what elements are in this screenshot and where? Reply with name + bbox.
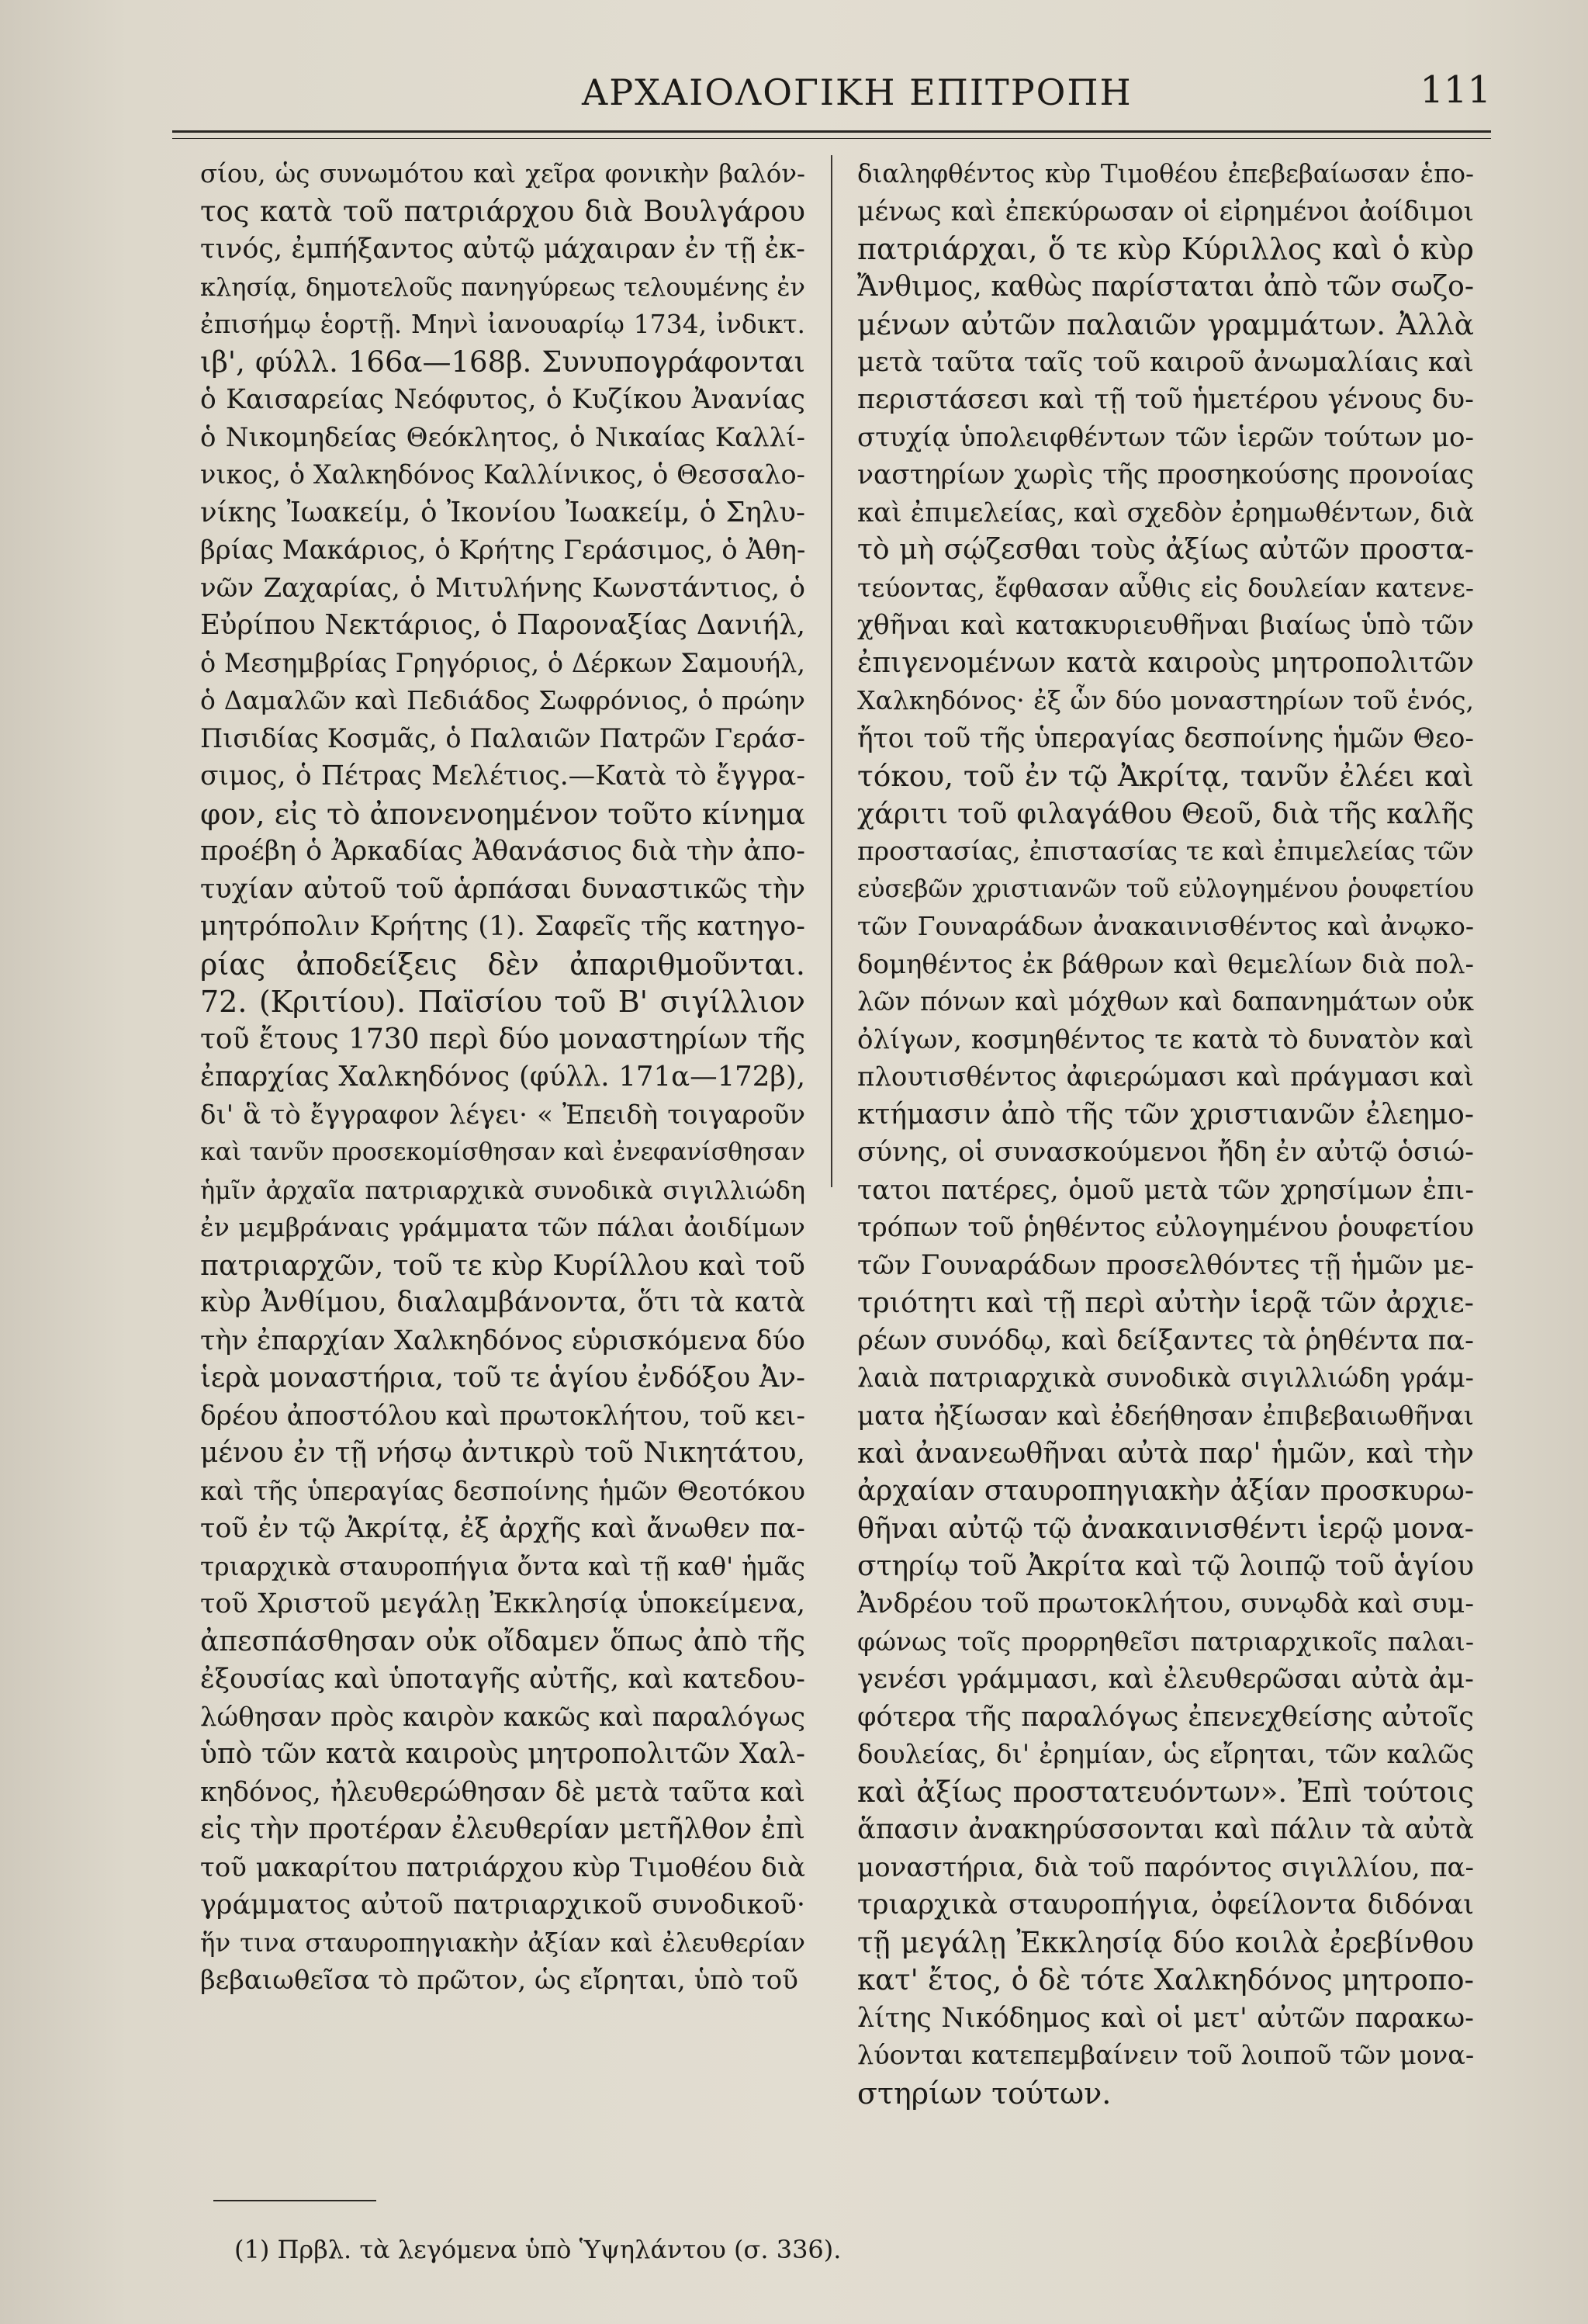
text-line: τριαρχικὰ σταυροπήγια, ὀφείλοντα διδόναι — [857, 1889, 1474, 1921]
text-line: νίκης Ἰωακείμ, ὁ Ἰκονίου Ἰωακείμ, ὁ Σηλυ- — [200, 496, 805, 528]
text-line: τῶν Γουναράδων ἀνακαινισθέντος καὶ ἀνῳκο- — [857, 911, 1474, 941]
text-line: ρίας ἀποδείξεις δὲν ἀπαριθμοῦνται. — [200, 947, 805, 982]
text-line: ἀρχαίαν σταυροπηγιακὴν ἀξίαν προσκυρω- — [857, 1474, 1474, 1507]
text-line: στηρίῳ τοῦ Ἀκρίτα καὶ τῷ λοιπῷ τοῦ ἁγίου — [857, 1550, 1474, 1582]
text-line: Ἀνδρέου τοῦ πρωτοκλήτου, συνῳδὰ καὶ συμ- — [857, 1588, 1474, 1619]
text-line: ἅπασιν ἀνακηρύσσονται καὶ πάλιν τὰ αὐτὰ — [857, 1813, 1474, 1845]
text-line: εἰς τὴν προτέραν ἐλευθερίαν μετῆλθον ἐπὶ — [200, 1813, 805, 1845]
text-line: τριότητι καὶ τῇ περὶ αὐτὴν ἱερᾷ τῶν ἀρχιε- — [857, 1286, 1474, 1319]
text-line: τὸ μὴ σῴζεσθαι τοὺς ἀξίως αὐτῶν προστα- — [857, 534, 1474, 566]
text-line: φώνως τοῖς προρρηθεῖσι πατριαρχικοῖς παλαι- — [857, 1626, 1474, 1657]
text-line: ἐπισήμῳ ἑορτῇ. Μηνὶ ἰανουαρίῳ 1734, ἰνδικτ. — [200, 309, 805, 339]
running-head — [0, 68, 1588, 126]
text-line: κλησίᾳ, δημοτελοῦς πανηγύρεως τελουμένης ἐν — [200, 272, 805, 302]
text-line: λώθησαν πρὸς καιρὸν κακῶς καὶ παραλόγως — [200, 1701, 805, 1733]
text-line: τεύοντας, ἔφθασαν αὖθις εἰς δουλείαν κατενε- — [857, 572, 1474, 603]
text-line: ἤτοι τοῦ τῆς ὑπεραγίας δεσποίνης ἡμῶν Θεο- — [857, 722, 1474, 754]
text-line: καὶ τῆς ὑπεραγίας δεσποίνης ἡμῶν Θεοτόκου — [200, 1475, 805, 1506]
column-divider — [831, 155, 832, 1187]
text-line: τοῦ ἐν τῷ Ἀκρίτᾳ, ἐξ ἀρχῆς καὶ ἄνωθεν πα- — [200, 1513, 805, 1544]
text-line: ἱερὰ μοναστήρια, τοῦ τε ἁγίου ἐνδόξου Ἀν- — [200, 1362, 805, 1394]
text-line: δρέου ἀποστόλου καὶ πρωτοκλήτου, τοῦ κει- — [200, 1400, 805, 1432]
text-line: λῶν πόνων καὶ μόχθων καὶ δαπανημάτων οὐκ — [857, 986, 1474, 1017]
text-line: κατ' ἔτος, ὁ δὲ τότε Χαλκηδόνος μητροπο- — [857, 1963, 1474, 1997]
text-line: πατριάρχαι, ὅ τε κὺρ Κύριλλος καὶ ὁ κὺρ — [857, 232, 1474, 266]
text-line: δι' ἃ τὸ ἔγγραφον λέγει· « Ἐπειδὴ τοιγαροῦν — [200, 1099, 805, 1131]
running-title: ΑΡΧΑΙΟΛΟΓΙΚΗ ΕΠΙΤΡΟΠΗ — [582, 71, 1133, 113]
text-line: πλουτισθέντος ἀφιερώμασι καὶ πράγμασι καὶ — [857, 1062, 1474, 1093]
text-line: ὑπὸ τῶν κατὰ καιροὺς μητροπολιτῶν Χαλ- — [200, 1738, 805, 1770]
footnote: (1) Πρβλ. τὰ λεγόμενα ὑπὸ Ὑψηλάντου (σ. 336). — [234, 2235, 842, 2264]
text-line: προστασίας, ἐπιστασίας τε καὶ ἐπιμελείας τῶν — [857, 836, 1474, 866]
text-line: πατριαρχῶν, τοῦ τε κὺρ Κυρίλλου καὶ τοῦ — [200, 1248, 805, 1282]
text-line: μητρόπολιν Κρήτης (1). Σαφεῖς τῆς κατηγο- — [200, 911, 805, 942]
text-line: τατοι πατέρες, ὁμοῦ μετὰ τῶν χρησίμων ἐπι- — [857, 1174, 1474, 1206]
text-line: σύνης, οἱ συνασκούμενοι ἤδη ἐν αὐτῷ ὁσιώ- — [857, 1137, 1474, 1168]
text-line: ὁ Καισαρείας Νεόφυτος, ὁ Κυζίκου Ἀνανίας — [200, 384, 805, 415]
text-line: τῇ μεγάλῃ Ἐκκλησίᾳ δύο κοιλὰ ἐρεβίνθου — [857, 1925, 1474, 1959]
text-line: καὶ ἀνανεωθῆναι αὐτὰ παρ' ἡμῶν, καὶ τὴν — [857, 1436, 1474, 1470]
text-line: νῶν Ζαχαρίας, ὁ Μιτυλήνης Κωνστάντιος, ὁ — [200, 572, 805, 604]
text-line: καὶ ἐπιμελείας, καὶ σχεδὸν ἐρημωθέντων, διὰ — [857, 497, 1474, 528]
text-line: τινός, ἐμπήξαντος αὐτῷ μάχαιραν ἐν τῇ ἐκ- — [200, 234, 805, 265]
text-line: κὺρ Ἀνθίμου, διαλαμβάνοντα, ὅτι τὰ κατὰ — [200, 1287, 805, 1318]
text-line: κηδόνος, ἠλευθερώθησαν δὲ μετὰ ταῦτα καὶ — [200, 1776, 805, 1808]
text-line: περιστάσεσι καὶ τῇ τοῦ ἡμετέρου γένους δυ- — [857, 384, 1474, 415]
text-line: τῶν Γουναράδων προσελθόντες τῇ ἡμῶν με- — [857, 1249, 1474, 1281]
text-line: ἀπεσπάσθησαν οὐκ οἴδαμεν ὅπως ἀπὸ τῆς — [200, 1625, 805, 1657]
text-line: ὁ Νικομηδείας Θεόκλητος, ὁ Νικαίας Καλλί- — [200, 421, 805, 453]
text-line: χθῆναι καὶ κατακυριευθῆναι βιαίως ὑπὸ τῶν — [857, 610, 1474, 641]
page-number: 111 — [1420, 68, 1491, 112]
text-line: ἐν μεμβράναις γράμματα τῶν πάλαι ἀοιδίμων — [200, 1212, 805, 1242]
text-line: ὁ Μεσημβρίας Γρηγόριος, ὁ Δέρκων Σαμουήλ, — [200, 647, 805, 678]
text-line: Εὐρίπου Νεκτάριος, ὁ Παροναξίας Δανιήλ, — [200, 609, 805, 641]
text-line: ναστηρίων χωρὶς τῆς προσηκούσης προνοίας — [857, 459, 1474, 490]
text-line: ὀλίγων, κοσμηθέντος τε κατὰ τὸ δυνατὸν καὶ — [857, 1023, 1474, 1055]
text-line: εὐσεβῶν χριστιανῶν τοῦ εὐλογημένου ῥουφετίου — [857, 875, 1474, 903]
text-line: ἐπιγενομένων κατὰ καιροὺς μητροπολιτῶν — [857, 646, 1474, 679]
text-line: τοῦ ἔτους 1730 περὶ δύο μοναστηρίων τῆς — [200, 1023, 805, 1055]
text-line: ματα ἠξίωσαν καὶ ἐδεήθησαν ἐπιβεβαιωθῆναι — [857, 1400, 1474, 1432]
text-line: κτήμασιν ἀπὸ τῆς τῶν χριστιανῶν ἐλεημο- — [857, 1098, 1474, 1131]
text-line: βεβαιωθεῖσα τὸ πρῶτον, ὡς εἴρηται, ὑπὸ τοῦ — [200, 1965, 798, 1996]
text-line: ἡμῖν ἀρχαῖα πατριαρχικὰ συνοδικὰ σιγιλλιώδη — [200, 1175, 805, 1205]
left-text-column — [200, 155, 805, 2000]
text-line: τοῦ Χριστοῦ μεγάλῃ Ἐκκλησίᾳ ὑποκείμενα, — [200, 1588, 805, 1619]
text-line: θῆναι αὐτῷ τῷ ἀνακαινισθέντι ἱερῷ μονα- — [857, 1512, 1474, 1545]
text-line: βρίας Μακάριος, ὁ Κρήτης Γεράσιμος, ὁ Ἀθη- — [200, 535, 805, 566]
text-line: τυχίαν αὐτοῦ τοῦ ἁρπάσαι δυναστικῶς τὴν — [200, 873, 805, 905]
footnote-rule — [213, 2200, 376, 2201]
text-line: ἐξουσίας καὶ ὑποταγῆς αὐτῆς, καὶ κατεδου- — [200, 1664, 805, 1695]
text-line: Πισιδίας Κοσμᾶς, ὁ Παλαιῶν Πατρῶν Γεράσ- — [200, 722, 805, 753]
text-line: ἥν τινα σταυροπηγιακὴν ἀξίαν καὶ ἐλευθερίαν — [200, 1927, 805, 1958]
text-line: σίου, ὡς συνωμότου καὶ χεῖρα φονικὴν βαλόν- — [200, 159, 805, 189]
right-text-column — [857, 155, 1474, 2112]
text-line: φότερα τῆς παραλόγως ἐπενεχθείσης αὐτοῖς — [857, 1701, 1474, 1733]
text-line: καὶ ἀξίως προστατευόντων». Ἐπὶ τούτοις — [857, 1775, 1474, 1809]
text-line: σιμος, ὁ Πέτρας Μελέτιος.—Κατὰ τὸ ἔγγρα- — [200, 760, 805, 791]
text-line: Χαλκηδόνος· ἐξ ὧν δύο μοναστηρίων τοῦ ἑνός, — [857, 685, 1474, 715]
text-line: στηρίων τούτων. — [857, 2076, 1112, 2111]
text-line: γενέσι γράμμασι, καὶ ἐλευθερῶσαι αὐτὰ ἀμ- — [857, 1664, 1474, 1695]
text-line: ιβ', φύλλ. 166α—168β. Συνυπογράφονται — [200, 345, 805, 379]
text-line: μένως καὶ ἐπεκύρωσαν οἱ εἰρημένοι ἀοίδιμοι — [857, 196, 1474, 227]
text-line: 72. (Κριτίου). Παϊσίου τοῦ Β' σιγίλλιον — [200, 985, 805, 1019]
text-line: μοναστήρια, διὰ τοῦ παρόντος σιγιλλίου, πα- — [857, 1851, 1474, 1883]
text-line: χάριτι τοῦ φιλαγάθου Θεοῦ, διὰ τῆς καλῆς — [857, 796, 1474, 830]
text-line: τὴν ἐπαρχίαν Χαλκηδόνος εὑρισκόμενα δύο — [200, 1325, 805, 1356]
text-line: μένων αὐτῶν παλαιῶν γραμμάτων. Ἀλλὰ — [857, 307, 1474, 341]
text-line: στυχίᾳ ὑπολειφθέντων τῶν ἱερῶν τούτων μο- — [857, 421, 1474, 453]
text-line: τόκου, τοῦ ἐν τῷ Ἀκρίτᾳ, τανῦν ἐλέει καὶ — [857, 759, 1474, 793]
text-line: φον, εἰς τὸ ἀπονενοημένον τοῦτο κίνημα — [200, 796, 805, 831]
header-rule-thin — [172, 138, 1491, 139]
text-line: λαιὰ πατριαρχικὰ συνοδικὰ σιγιλλιώδη γράμ- — [857, 1363, 1474, 1393]
text-line: μετὰ ταῦτα ταῖς τοῦ καιροῦ ἀνωμαλίαις καὶ — [857, 346, 1474, 378]
text-line: Ἄνθιμος, καθὼς παρίσταται ἀπὸ τῶν σωζο- — [857, 270, 1474, 303]
text-line: προέβη ὁ Ἀρκαδίας Ἀθανάσιος διὰ τὴν ἀπο- — [200, 836, 805, 867]
text-line: τος κατὰ τοῦ πατριάρχου διὰ Βουλγάρου — [200, 194, 805, 228]
text-line: γράμματος αὐτοῦ πατριαρχικοῦ συνοδικοῦ· — [200, 1889, 805, 1921]
text-line: δομηθέντος ἐκ βάθρων καὶ θεμελίων διὰ πολ- — [857, 948, 1474, 980]
text-line: νικος, ὁ Χαλκηδόνος Καλλίνικος, ὁ Θεσσαλο- — [200, 459, 805, 490]
text-line: ὁ Δαμαλῶν καὶ Πεδιάδος Σωφρόνιος, ὁ πρώην — [200, 685, 805, 715]
text-line: τοῦ μακαρίτου πατριάρχου κὺρ Τιμοθέου διὰ — [200, 1851, 805, 1883]
text-line: ἐπαρχίας Χαλκηδόνος (φύλλ. 171α—172β), — [200, 1061, 805, 1093]
text-line: διαληφθέντος κὺρ Τιμοθέου ἐπεβεβαίωσαν ἑπο- — [857, 159, 1474, 189]
text-line: ρέων συνόδῳ, καὶ δείξαντες τὰ ῥηθέντα πα- — [857, 1324, 1474, 1356]
text-line: μένου ἐν τῇ νήσῳ ἀντικρὺ τοῦ Νικητάτου, — [200, 1437, 805, 1469]
text-line: δουλείας, δι' ἐρημίαν, ὡς εἴρηται, τῶν καλῶς — [857, 1739, 1474, 1770]
text-line: λίτης Νικόδημος καὶ οἱ μετ' αὐτῶν παρακω- — [857, 2002, 1474, 2034]
header-rule — [172, 130, 1491, 133]
text-line: λύονται κατεπεμβαίνειν τοῦ λοιποῦ τῶν μονα- — [857, 2040, 1474, 2070]
text-line: καὶ τανῦν προσεκομίσθησαν καὶ ἐνεφανίσθησαν — [200, 1138, 805, 1166]
text-line: τρόπων τοῦ ῥηθέντος εὐλογημένου ῥουφετίου — [857, 1212, 1474, 1243]
text-line: τριαρχικὰ σταυροπήγια ὄντα καὶ τῇ καθ' ἡμᾶς — [200, 1550, 805, 1581]
